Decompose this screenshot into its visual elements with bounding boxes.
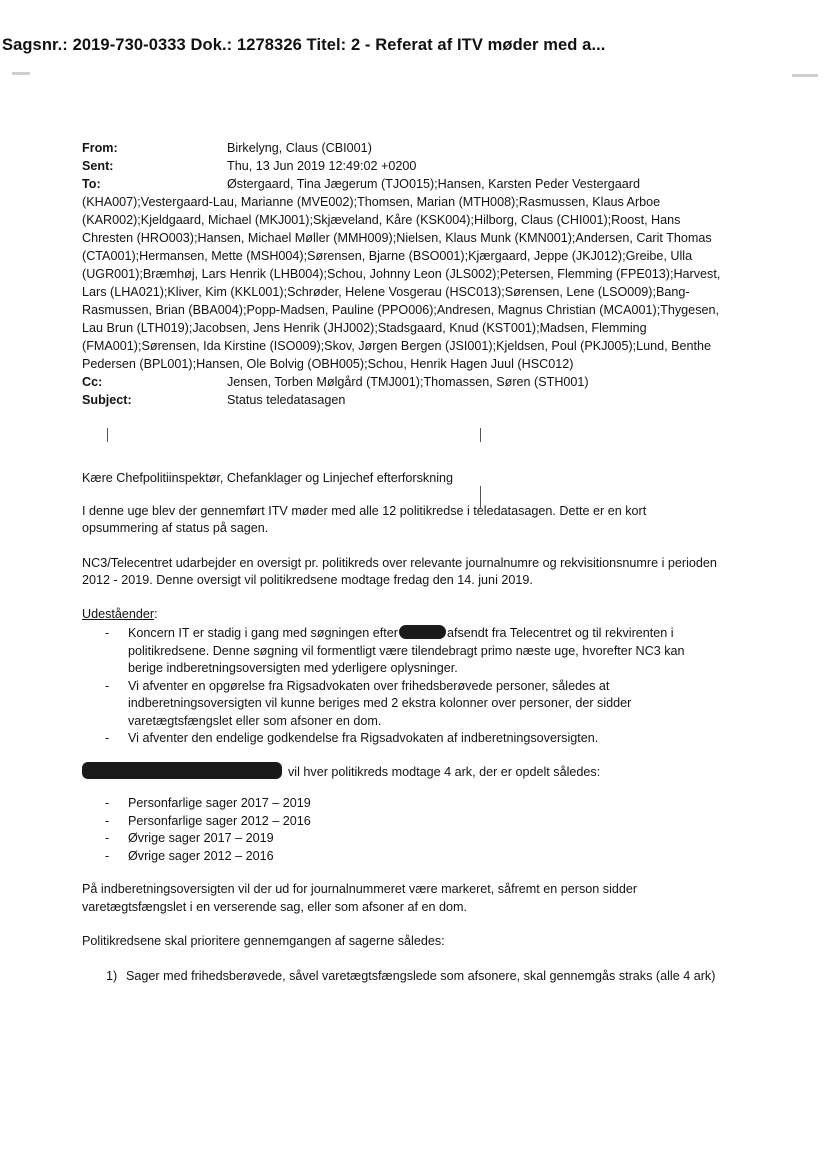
list-item: - Øvrige sager 2012 – 2016 [82, 848, 722, 866]
outstanding-list [82, 625, 722, 748]
from-row [82, 139, 732, 157]
from-value: Birkelyng, Claus (CBI001) [227, 141, 372, 155]
scan-mark [480, 428, 481, 442]
outstanding-1a: Koncern IT er stadig i gang med søgningen efter [128, 626, 398, 640]
outstanding-heading [82, 606, 722, 624]
paragraph-status: I denne uge blev der gennemført ITV møder med alle 12 politikredse i teledatasagen. Dette er en kort opsummering af status på sagen. [82, 503, 647, 535]
sent-value: Thu, 13 Jun 2019 12:49:02 +0200 [227, 159, 417, 173]
sheets-intro-text: vil hver politikreds modtage 4 ark, der er opdelt således: [288, 764, 601, 779]
redaction-block [399, 625, 446, 639]
list-item: - Personfarlige sager 2012 – 2016 [82, 813, 722, 831]
scan-speck [12, 72, 30, 75]
list-item [82, 730, 722, 748]
email-body [82, 470, 722, 985]
subject-row [82, 391, 732, 409]
email-header [82, 139, 732, 409]
priority-list [82, 968, 722, 986]
outstanding-2: Vi afventer en opgørelse fra Rigsadvokaten over frihedsberøvede personer, således at indberetningsoversigten vil kunne beriges med 2 ekstra kolonner over personer, der sidder varetægtsfængslet eller som afsoner en dom. [128, 678, 632, 728]
sent-row [82, 157, 732, 175]
from-label: From: [82, 141, 118, 155]
to-row [82, 175, 732, 373]
list-item [82, 968, 722, 986]
greeting: Kære Chefpolitiinspektør, Chefanklager og Linjechef efterforskning [82, 471, 454, 485]
redaction-block [82, 762, 282, 779]
list-item: - Øvrige sager 2017 – 2019 [82, 830, 722, 848]
sent-label: Sent: [82, 159, 114, 173]
sheets-list [82, 795, 722, 865]
to-label: To: [82, 177, 101, 191]
cc-label: Cc: [82, 375, 103, 389]
item-number: 1) [106, 968, 118, 983]
sheets-intro [82, 762, 722, 782]
list-item [82, 678, 722, 731]
document-header: Sagsnr.: 2019-730-0333 Dok.: 1278326 Titel: 2 - Referat af ITV møder med a... [2, 36, 606, 54]
paragraph-priority-intro: Politikredsene skal prioritere gennemgangen af sagerne således: [82, 934, 445, 948]
item-text: Sager med frihedsberøvede, såvel varetægtsfængslede som afsonere, skal gennemgås straks (alle 4 ark) [126, 968, 716, 983]
subject-value: Status teledatasagen [227, 393, 346, 407]
to-value: Østergaard, Tina Jægerum (TJO015);Hansen, Karsten Peder Vestergaard (KHA007);Vestergaard-Lau, Marianne (MVE002);Thomsen, Marian (MTH008);Rasmussen, Klaus Arboe (KAR002);Kjeldgaard, Michael (MKJ001);Skjæveland, Kåre (KSK004);Hilborg, Claus (CHI001);Roost, Hans Chresten (HRO003);Hansen, Michael Møller (MMH009);Nielsen, Klaus Munk (KMN001);Andersen, Carit Thomas (CTA001);Hermansen, Mette (MSH004);Sørensen, Bjarne (BSO001);Kjærgaard, Jeppe (JKJ012);Greibe, Ulla (UGR001);Bræmhøj, Lars Henrik (LHB004);Schou, Johnny Leon (JLS002);Petersen, Flemming (FPE013);Harvest, Lars (LHA021);Kliver, Kim (KKL001);Schrøder, Helene Vosgerau (HSC013);Sørensen, Lene (LSO009);Bang-Rasmussen, Brian (BBA004);Popp-Madsen, Pauline (PPO006);Andresen, Magnus Christian (MCA001);Thygesen, Lau Brun (LTH019);Jacobsen, Jens Henrik (JHJ002);Stadsgaard, Knud (KST001);Madsen, Flemming (FMA001);Sørensen, Ida Kirstine (ISO009);Skov, Jørgen Bergen (JSI001);Kjeldsen, Poul (PKJ005);Lund, Benthe Pedersen (BPL001);Hansen, Ole Bolvig (OBH005);Schou, Henrik Hagen Juul (HSC012) [82, 177, 721, 371]
outstanding-1b: afsendt fra Telecentret og til rekvirenten i politikredsene. Denne søgning vil formentligt være tilendebragt primo næste uge, hvorefter NC3 kan berige indberetningsoversigten med yderligere oplysninger. [128, 626, 685, 675]
scan-mark [107, 428, 108, 442]
paragraph-marking: På indberetningsoversigten vil der ud for journalnummeret være markeret, såfremt en person sidder varetægtsfængslet i en verserende sag, eller som afsoner af en dom. [82, 882, 638, 914]
scan-speck [792, 74, 818, 77]
list-item: - Personfarlige sager 2017 – 2019 [82, 795, 722, 813]
outstanding-heading-colon: : [154, 606, 158, 621]
cc-value: Jensen, Torben Mølgård (TMJ001);Thomassen, Søren (STH001) [227, 375, 589, 389]
cc-row [82, 373, 732, 391]
list-item [82, 625, 722, 678]
outstanding-3: Vi afventer den endelige godkendelse fra Rigsadvokaten af indberetningsoversigten. [128, 731, 599, 745]
subject-label: Subject: [82, 393, 132, 407]
paragraph-overview: NC3/Telecentret udarbejder en oversigt pr. politikreds over relevante journalnumre og rekvisitionsnumre i perioden 2012 - 2019. Denne oversigt vil politikredsene modtage fredag den 14. juni 2019. [82, 555, 717, 587]
outstanding-heading-text: Udeståender [82, 606, 155, 621]
